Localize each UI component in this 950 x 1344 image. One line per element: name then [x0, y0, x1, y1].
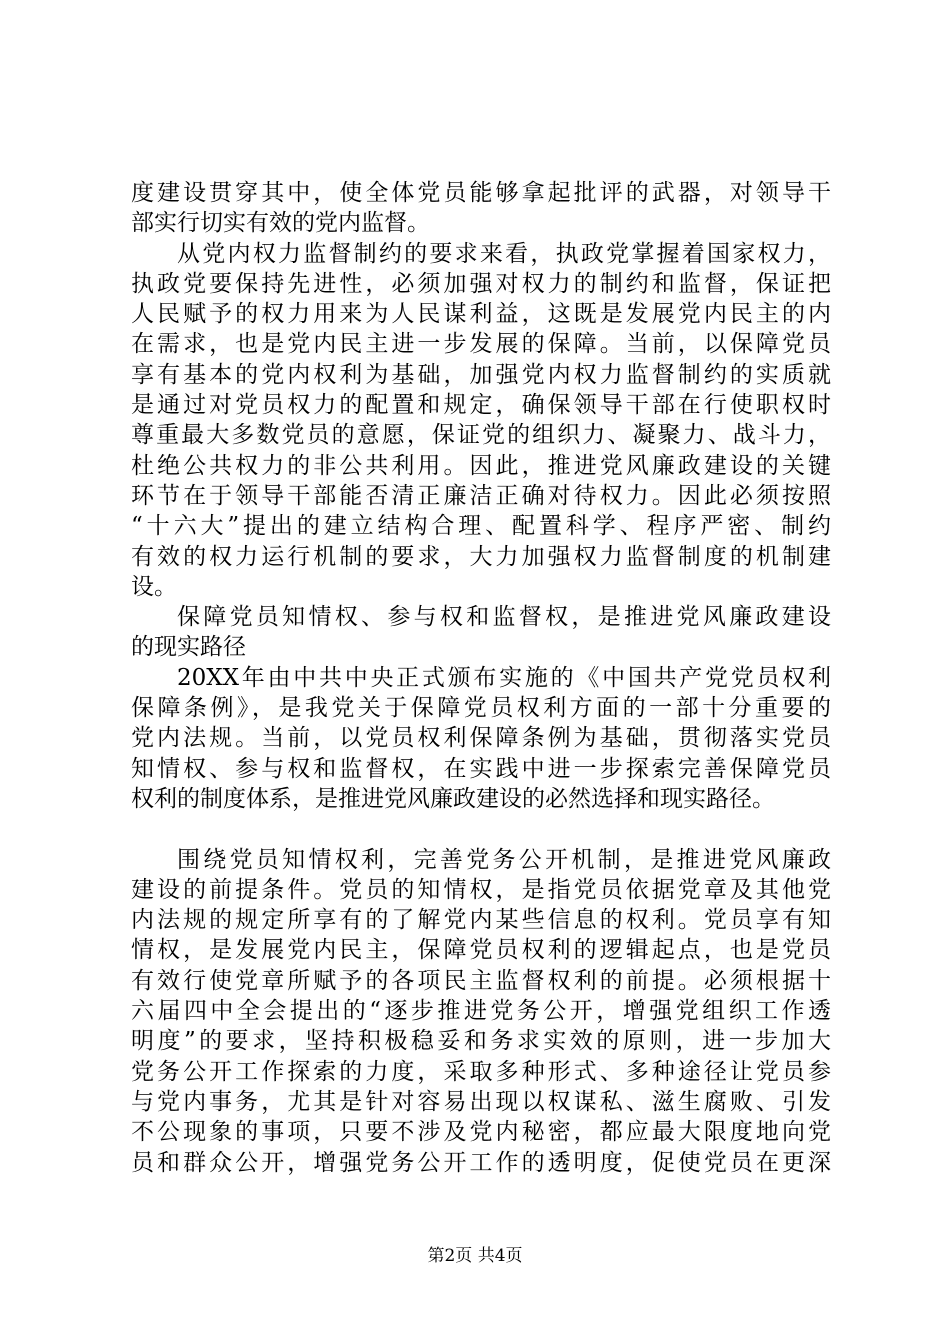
text-line: 从党内权力监督制约的要求来看，执政党掌握着国家权力， — [177, 240, 831, 267]
text-line: 在需求，也是党内民主进一步发展的保障。当前，以保障党员 — [131, 331, 831, 358]
text-line: 是通过对党员权力的配置和规定，确保领导干部在行使职权时 — [131, 392, 831, 419]
text-line: 员和群众公开，增强党务公开工作的透明度，促使党员在更深 — [131, 1149, 831, 1176]
blank-line — [131, 814, 831, 844]
text-line: 杜绝公共权力的非公共利用。因此，推进党风廉政建设的关键 — [131, 452, 831, 479]
text-line: “十六大”提出的建立结构合理、配置科学、程序严密、制约 — [131, 513, 831, 540]
text-line: 20XX年由中共中央正式颁布实施的《中国共产党党员权利 — [177, 664, 831, 691]
text-line: 知情权、参与权和监督权，在实践中进一步探索完善保障党员 — [131, 755, 831, 782]
text-line: 围绕党员知情权利，完善党务公开机制，是推进党风廉政 — [177, 846, 831, 873]
text-line: 享有基本的党内权利为基础，加强党内权力监督制约的实质就 — [131, 361, 831, 388]
text-line: 明度”的要求，坚持积极稳妥和务求实效的原则，进一步加大 — [131, 1028, 831, 1055]
text-line: 人民赋予的权力用来为人民谋利益，这既是发展党内民主的内 — [131, 301, 831, 328]
text-line: 权利的制度体系，是推进党风廉政建设的必然选择和现实路径。 — [131, 785, 775, 812]
text-line: 党内法规。当前，以党员权利保障条例为基础，贯彻落实党员 — [131, 725, 831, 752]
page-footer: 第2页 共4页 — [427, 1246, 523, 1266]
text-line: 部实行切实有效的党内监督。 — [131, 210, 430, 237]
text-line: 与党内事务，尤其是针对容易出现以权谋私、滋生腐败、引发 — [131, 1088, 831, 1115]
text-line: 保障党员知情权、参与权和监督权，是推进党风廉政建设 — [177, 604, 831, 631]
text-line: 执政党要保持先进性，必须加强对权力的制约和监督，保证把 — [131, 270, 831, 297]
text-line: 内法规的规定所享有的了解党内某些信息的权利。党员享有知 — [131, 907, 831, 934]
text-line: 有效的权力运行机制的要求，大力加强权力监督制度的机制建 — [131, 543, 831, 570]
text-line: 尊重最大多数党员的意愿，保证党的组织力、凝聚力、战斗力， — [131, 422, 831, 449]
text-line: 有效行使党章所赋予的各项民主监督权利的前提。必须根据十 — [131, 967, 831, 994]
text-line: 建设的前提条件。党员的知情权，是指党员依据党章及其他党 — [131, 876, 831, 903]
text-line: 情权，是发展党内民主，保障党员权利的逻辑起点，也是党员 — [131, 937, 831, 964]
text-line: 六届四中全会提出的“逐步推进党务公开，增强党组织工作透 — [131, 998, 831, 1025]
text-line: 的现实路径 — [131, 634, 246, 661]
text-line: 环节在于领导干部能否清正廉洁正确对待权力。因此必须按照 — [131, 482, 831, 509]
text-line: 党务公开工作探索的力度，采取多种形式、多种途径让党员参 — [131, 1058, 831, 1085]
body-text — [131, 178, 831, 1178]
text-line: 度建设贯穿其中，使全体党员能够拿起批评的武器，对领导干 — [131, 180, 831, 206]
text-line: 保障条例》，是我党关于保障党员权利方面的一部十分重要的 — [131, 695, 831, 722]
text-line: 不公现象的事项，只要不涉及党内秘密，都应最大限度地向党 — [131, 1119, 831, 1146]
text-line: 设。 — [131, 573, 177, 600]
